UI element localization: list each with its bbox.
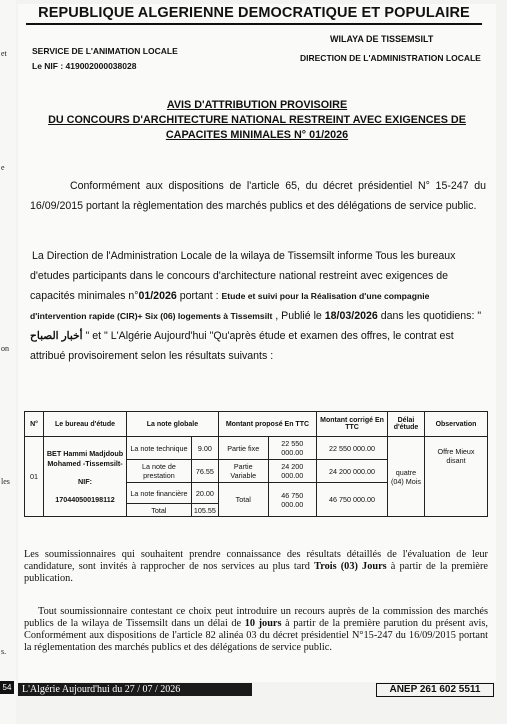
wilaya-label: WILAYA DE TISSEMSILT bbox=[330, 34, 434, 44]
note-value: 9.00 bbox=[191, 437, 218, 460]
paragraph-legal-basis: Conformément aux dispositions de l'article 65, du décret présidentiel N° 15-247 du 16/09/2015 portant la règlementation des marchés publics et des délégations de service public. bbox=[30, 180, 486, 212]
project-object: Etude et suivi pour la Réalisation d'une compagnie d'intervention rapide (CIR)+ Six (06) logements à Tissemsilt bbox=[30, 291, 430, 321]
amount-proposed: 22 550 000.00 bbox=[268, 437, 316, 460]
gutter-text: les bbox=[1, 477, 10, 486]
appeal-days: 10 jours bbox=[244, 618, 282, 629]
table-header: Montant proposé En TTC bbox=[218, 412, 316, 437]
notice-heading bbox=[18, 98, 496, 143]
table-header: Observation bbox=[425, 412, 488, 437]
amount-corrected: 46 750 000.00 bbox=[317, 483, 388, 517]
nif-label: Le NIF : 419002000038028 bbox=[32, 61, 137, 71]
note-value: 76.55 bbox=[191, 460, 218, 483]
page-title: REPUBLIQUE ALGERIENNE DEMOCRATIQUE ET POPULAIRE bbox=[26, 4, 482, 25]
gutter-text: on bbox=[1, 344, 9, 353]
delay-cell: quatre (04) Mois bbox=[388, 437, 425, 517]
amount-corrected: 22 550 000.00 bbox=[317, 437, 388, 460]
amount-label: Partie Variable bbox=[218, 460, 268, 483]
newspaper-footer: L'Algérie Aujourd'hui du 27 / 07 / 2026 bbox=[18, 683, 252, 696]
notice-heading-line: DU CONCOURS D'ARCHITECTURE NATIONAL RESTREINT AVEC EXIGENCES DE bbox=[48, 114, 466, 126]
anep-reference: ANEP 261 602 5511 bbox=[376, 683, 494, 697]
direction-label: DIRECTION DE L'ADMINISTRATION LOCALE bbox=[300, 53, 481, 63]
gutter-text: et bbox=[1, 49, 7, 58]
notice-heading-line: AVIS D'ATTRIBUTION PROVISOIRE bbox=[166, 99, 348, 111]
paragraph-announcement: La Direction de l'Administration Locale de la wilaya de Tissemsilt informe Tous les bureaux d'etudes participants dans le concours d'architecture national restreint avec exigences de capacités minimales n°01/2026 portant : Etude et suivi pour la Réalisation d'une compagnie d'intervention rapide (CIR)+ Six (06) logements à Tissemsilt , Publié le 18/03/2026 dans les quotidiens: " أخبار الصباح " et " L'Algérie Aujourd'hui "Qu'après étude et examen des offres, le contrat est attribué provisoirement selon les résultats suivants : bbox=[30, 250, 482, 362]
gutter-text: s. bbox=[1, 647, 7, 656]
note-value: 105.55 bbox=[191, 504, 218, 517]
page-number: 54 bbox=[0, 681, 14, 694]
amount-proposed: 46 750 000.00 bbox=[268, 483, 316, 517]
note-value: 20.00 bbox=[191, 483, 218, 504]
gutter-text: e bbox=[1, 163, 5, 172]
amount-label: Total bbox=[218, 483, 268, 517]
arabic-newspaper: أخبار الصباح bbox=[30, 330, 83, 342]
deadline-days: Trois (03) Jours bbox=[314, 561, 387, 572]
left-margin-fragments bbox=[0, 0, 16, 724]
note-label: La note financière bbox=[127, 483, 192, 504]
paragraph-consultation: Les soumissionnaires qui souhaitent prendre connaissance des résultats détaillés de l'évaluation de leur candidature, sont invités à rapprocher de nos services au plus tard Trois (03) Jours à partir de la première publication. bbox=[24, 549, 488, 584]
table-header-row bbox=[25, 412, 488, 437]
amount-proposed: 24 200 000.00 bbox=[268, 460, 316, 483]
table-header: La note globale bbox=[127, 412, 219, 437]
table-header: Montant corrigé En TTC bbox=[317, 412, 388, 437]
note-label: La note de prestation bbox=[127, 460, 192, 483]
tender-number: 01/2026 bbox=[138, 290, 177, 302]
table-row bbox=[25, 437, 488, 460]
notice-heading-line: CAPACITES MINIMALES N° 01/2026 bbox=[165, 129, 349, 141]
table-header: N° bbox=[25, 412, 44, 437]
observation-cell: Offre Mieux disant bbox=[425, 437, 488, 517]
table-header: Délai d'étude bbox=[388, 412, 425, 437]
amount-corrected: 24 200 000.00 bbox=[317, 460, 388, 483]
paragraph-appeal: Tout soumissionnaire contestant ce choix peut introduire un recours auprès de la commission des marchés publics de la wilaya de Tissemsilt dans un délai de 10 jours à partir de la première parution du présent avis, Conformément aux dispositions de l'article 82 alinéa 03 du décret présidentiel N°15-247 du 16/09/2015 portant la réglementation des marchés publics et des délégations de service public. bbox=[24, 606, 488, 653]
note-label: La note technique bbox=[127, 437, 192, 460]
results-table bbox=[24, 411, 488, 517]
note-label: Total bbox=[127, 504, 192, 517]
bureau-cell: BET Hammi Madjdoub Mohamed -Tissemsilt- NIF: 170440500198112 bbox=[44, 437, 127, 517]
amount-label: Partie fixe bbox=[218, 437, 268, 460]
table-header: Le bureau d'étude bbox=[44, 412, 127, 437]
publication-date: 18/03/2026 bbox=[324, 310, 378, 322]
row-number: 01 bbox=[25, 437, 44, 517]
service-label: SERVICE DE L'ANIMATION LOCALE bbox=[32, 46, 178, 56]
